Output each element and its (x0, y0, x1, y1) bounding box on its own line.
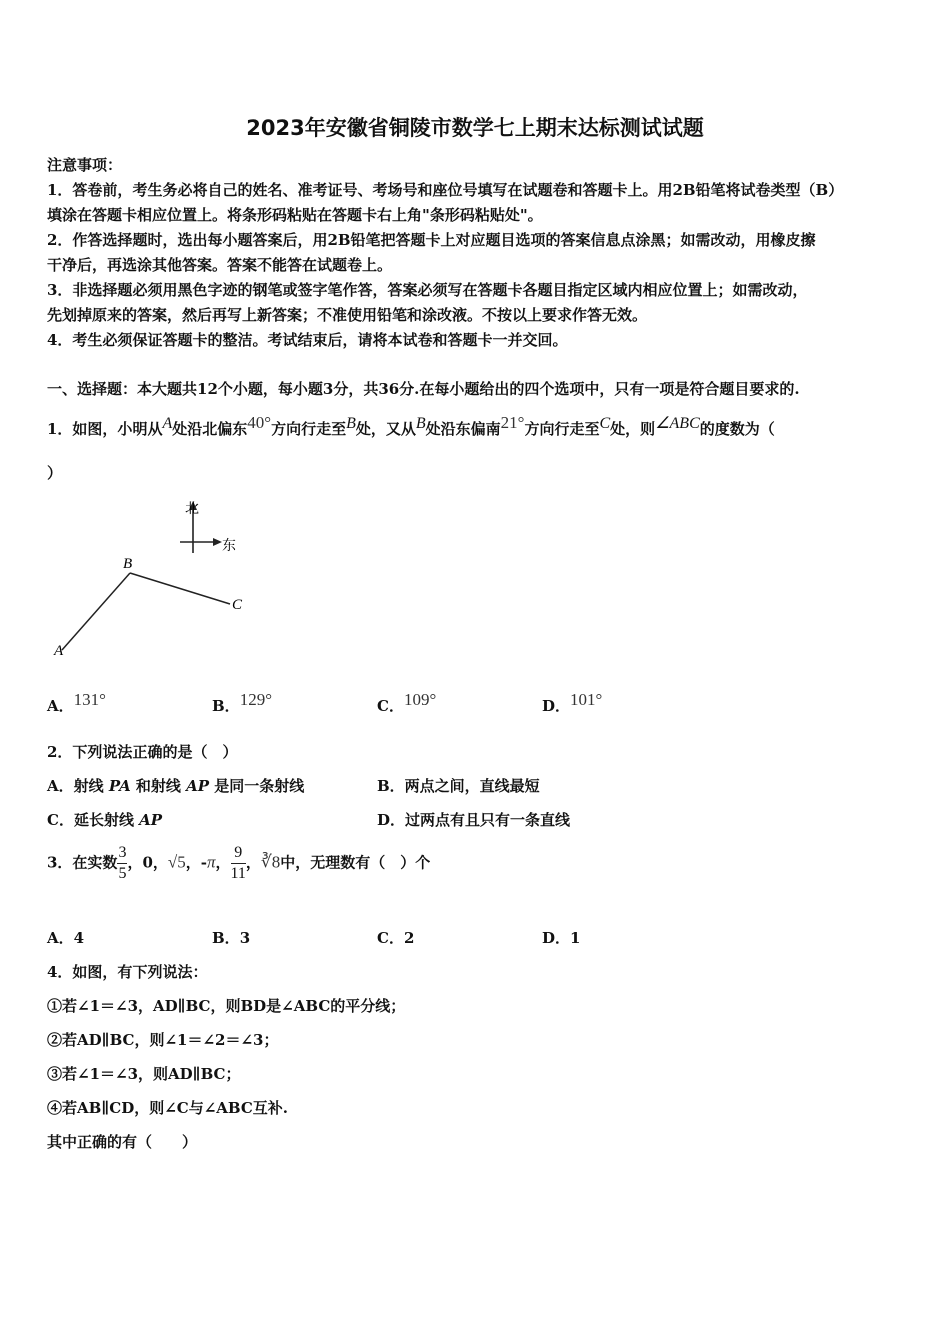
q1-text: 方向行走至 (271, 420, 347, 438)
q1-text: 方向行走至 (524, 420, 600, 438)
q1-text: 处沿东偏南 (425, 420, 501, 438)
ray-ap: AP (139, 811, 163, 829)
q3-text: ， (245, 853, 261, 872)
denominator: 11 (230, 865, 246, 882)
notice-line: 4．考生必须保证答题卡的整洁。考试结束后，请将本试卷和答题卡一并交回。 (47, 331, 568, 349)
q4-statement-1: ①若∠1＝∠3，AD∥BC，则BD是∠ABC的平分线； (47, 997, 406, 1015)
q4-question: 其中正确的有（ ） (47, 1133, 198, 1151)
option-value: 131° (73, 690, 106, 709)
q1-text: 的度数为（ (699, 420, 775, 438)
point-a-label: A (162, 415, 173, 432)
option-letter: B． (212, 697, 240, 715)
notice-line: 先划掉原来的答案，然后再写上新答案；不准使用铅笔和涂改液。不按以上要求作答无效。 (47, 306, 648, 324)
option-text: 是同一条射线 (209, 777, 305, 795)
option-letter: C． (377, 697, 404, 715)
q3-text: 中，无理数有（ ）个 (280, 853, 431, 872)
notice-line: 2．作答选择题时，选出每小题答案后，用2B铅笔把答题卡上对应题目选项的答案信息点涂黑；如需改动，用橡皮擦 (47, 231, 816, 249)
fraction-9-11 (231, 843, 246, 884)
option-text: 和射线 (130, 777, 187, 795)
q2-option-a[interactable] (47, 775, 304, 796)
question-1-stem (47, 403, 775, 449)
east-label: 东 (222, 539, 236, 554)
notice-heading: 注意事项： (47, 156, 123, 174)
option-value: 129° (239, 690, 272, 709)
q1-option-d[interactable] (542, 683, 602, 723)
notice-line: 填涂在答题卡相应位置上。将条形码粘贴在答题卡右上角"条形码粘贴处"。 (47, 206, 543, 224)
numerator: 3 (117, 843, 127, 864)
option-letter: A． (47, 697, 74, 715)
q3-option-d[interactable] (542, 927, 580, 948)
option-letter: C． (377, 929, 404, 947)
q2-option-c[interactable] (47, 809, 162, 830)
figure-point-b: B (123, 556, 133, 572)
q1-option-c[interactable] (377, 683, 436, 723)
ray-ap: AP (186, 777, 210, 795)
angle-abc: ∠ABC (655, 415, 700, 432)
segment-ab (62, 573, 130, 650)
denominator: 5 (118, 865, 127, 882)
q1-close-paren: ） (47, 464, 63, 482)
q3-option-a[interactable] (47, 927, 84, 948)
page-title: 2023年安徽省铜陵市数学七上期末达标测试试题 (246, 116, 704, 140)
figure-point-c: C (232, 597, 243, 613)
notice-line: 干净后，再选涂其他答案。答案不能答在试题卷上。 (47, 256, 393, 274)
question-2-stem: 2．下列说法正确的是（ ） (47, 743, 238, 761)
east-arrowhead-icon (213, 538, 222, 546)
q3-text: ，0， (127, 853, 168, 872)
option-letter: A． (47, 929, 74, 947)
option-letter: D． (542, 929, 571, 947)
notice-line: 1．答卷前，考生务必将自己的姓名、准考证号、考场号和座位号填写在试题卷和答题卡上。用2B铅笔将试卷类型（B） (47, 181, 844, 199)
point-b-label: B (415, 415, 426, 432)
option-value: 1 (570, 929, 581, 947)
cube-root-8: ∛8 (260, 852, 281, 872)
fraction-3-5 (117, 843, 127, 884)
ray-pa: PA (108, 777, 131, 795)
sqrt-5: √5 (167, 852, 186, 872)
angle-40: 40° (247, 413, 272, 432)
q1-text: 处沿北偏东 (172, 420, 248, 438)
option-value: 101° (570, 690, 603, 709)
q1-option-a[interactable] (47, 683, 106, 723)
question-3-stem (47, 843, 430, 884)
q1-figure (40, 495, 260, 665)
numerator: 9 (231, 843, 246, 864)
q4-statement-4: ④若AB∥CD，则∠C与∠ABC互补. (47, 1099, 289, 1117)
q3-text: ， (215, 853, 231, 872)
segment-bc (130, 573, 230, 604)
angle-21: 21° (500, 413, 525, 432)
notice-line: 3．非选择题必须用黑色字迹的钢笔或签字笔作答，答案必须写在答题卡各题目指定区域内相应位置上；如需改动， (47, 281, 808, 299)
q3-text: ，- (185, 853, 207, 872)
option-text: C．延长射线 (47, 811, 140, 829)
option-value: 3 (239, 929, 251, 947)
option-text: A．射线 (47, 777, 109, 795)
q1-text: 处，又从 (355, 420, 416, 438)
q2-option-b[interactable]: B．两点之间，直线最短 (377, 777, 540, 795)
point-b-label: B (346, 415, 356, 432)
q4-statement-2: ②若AD∥BC，则∠1＝∠2＝∠3； (47, 1031, 279, 1049)
q1-text: 处，则 (610, 420, 656, 438)
point-c-label: C (599, 415, 611, 432)
option-value: 2 (403, 929, 415, 947)
option-value: 109° (403, 690, 437, 709)
section-heading: 一、选择题：本大题共12个小题，每小题3分，共36分.在每小题给出的四个选项中，只有一项是符合题目要求的. (47, 380, 800, 398)
option-value: 4 (73, 929, 85, 947)
q4-statement-3: ③若∠1＝∠3，则AD∥BC； (47, 1065, 241, 1083)
q3-option-b[interactable] (212, 927, 250, 948)
q3-option-c[interactable] (377, 927, 414, 948)
north-label: 北 (185, 502, 199, 517)
question-4-stem: 4．如图，有下列说法： (47, 963, 208, 981)
figure-point-a: A (54, 643, 64, 659)
option-letter: D． (542, 697, 571, 715)
q1-text: 1．如图，小明从 (47, 420, 163, 438)
q2-option-d[interactable]: D．过两点有且只有一条直线 (377, 811, 571, 829)
q3-text: 3．在实数 (47, 853, 118, 872)
option-letter: B． (212, 929, 240, 947)
q1-option-b[interactable] (212, 683, 272, 723)
pi-symbol: π (206, 852, 216, 872)
